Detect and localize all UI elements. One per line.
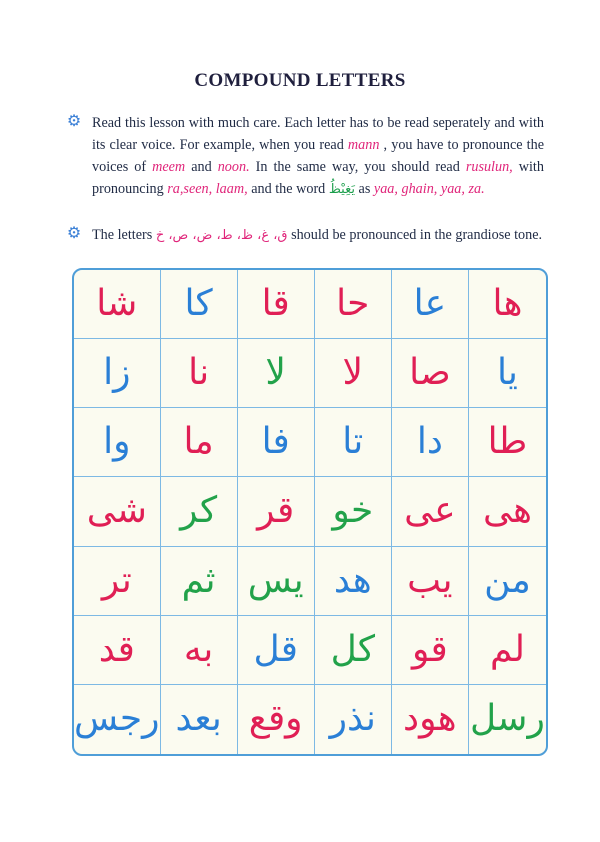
highlight-word: mann	[347, 137, 380, 153]
letter-cell: خو	[315, 477, 392, 546]
text-segment: with pronouncing	[92, 159, 544, 197]
letter-cell: دا	[392, 408, 469, 477]
letter-cell: هود	[392, 685, 469, 754]
arabic-letters: ق، غ، ظ، ط، ض، ص، خ	[155, 228, 288, 243]
text-segment: Read this lesson with much care. Each letter has to be read seperately and with its clear voice. For example, when you read	[92, 115, 544, 153]
letter-cell: يا	[469, 339, 546, 408]
letter-cell: به	[161, 616, 238, 685]
gear-icon: ⚙	[66, 225, 82, 242]
highlight-word: rusulun,	[465, 159, 513, 175]
letter-cell: قا	[238, 270, 315, 339]
text-segment: and	[185, 159, 218, 175]
letter-cell: وقع	[238, 685, 315, 754]
highlight-word: meem	[152, 159, 186, 175]
letter-cell: هى	[469, 477, 546, 546]
letter-cell: كا	[161, 270, 238, 339]
page-title: COMPOUND LETTERS	[194, 70, 406, 91]
letter-cell: زا	[74, 339, 161, 408]
text-segment: In the same way, you should read	[249, 159, 466, 175]
text-segment: as	[354, 181, 374, 197]
letter-cell: ها	[469, 270, 546, 339]
letter-cell: حا	[315, 270, 392, 339]
letter-cell: قد	[74, 616, 161, 685]
text-segment: The letters	[92, 227, 156, 243]
letters-table	[72, 268, 548, 756]
arabic-word: يَغِيْظُ	[328, 182, 355, 197]
letter-cell: لا	[238, 339, 315, 408]
letter-cell: نا	[161, 339, 238, 408]
instruction-paragraph-2	[66, 224, 544, 247]
letter-cell: ما	[161, 408, 238, 477]
letters-grid	[74, 270, 546, 754]
letter-cell: قل	[238, 616, 315, 685]
letter-cell: لم	[469, 616, 546, 685]
letter-cell: قر	[238, 477, 315, 546]
highlight-word: ra,seen, laam,	[167, 181, 248, 197]
instruction-paragraph-1	[66, 112, 544, 201]
letter-cell: قو	[392, 616, 469, 685]
letter-cell: رسل	[470, 698, 545, 740]
letter-cell: ثم	[161, 547, 238, 616]
gear-icon: ⚙	[66, 113, 82, 130]
highlight-word: yaa, ghain, yaa, za.	[373, 181, 485, 197]
letter-cell: شى	[74, 477, 161, 546]
letter-cell: شا	[74, 270, 161, 339]
letter-cell: صا	[392, 339, 469, 408]
letter-cell: كر	[161, 477, 238, 546]
letter-cell: نذر	[315, 685, 392, 754]
text-segment: and the word	[247, 181, 329, 197]
letter-cell: عا	[392, 270, 469, 339]
text-segment: , you have to pronounce the voices of	[92, 137, 544, 175]
letter-cell: بعد	[161, 685, 238, 754]
letter-cell: وا	[74, 408, 161, 477]
letter-cell: يس	[238, 547, 315, 616]
letter-cell: عى	[392, 477, 469, 546]
letter-cell: تر	[74, 547, 161, 616]
letter-cell: يب	[392, 547, 469, 616]
letter-cell: طا	[469, 408, 546, 477]
letter-cell: كل	[315, 616, 392, 685]
letter-cell: فا	[238, 408, 315, 477]
letter-cell: رجس	[74, 685, 161, 754]
highlight-word: noon.	[217, 159, 250, 175]
letter-cell: هد	[315, 547, 392, 616]
letter-cell: تا	[315, 408, 392, 477]
letter-cell: من	[469, 547, 546, 616]
letter-cell: لا	[315, 339, 392, 408]
text-segment: should be pronounced in the grandiose tone.	[287, 227, 543, 243]
